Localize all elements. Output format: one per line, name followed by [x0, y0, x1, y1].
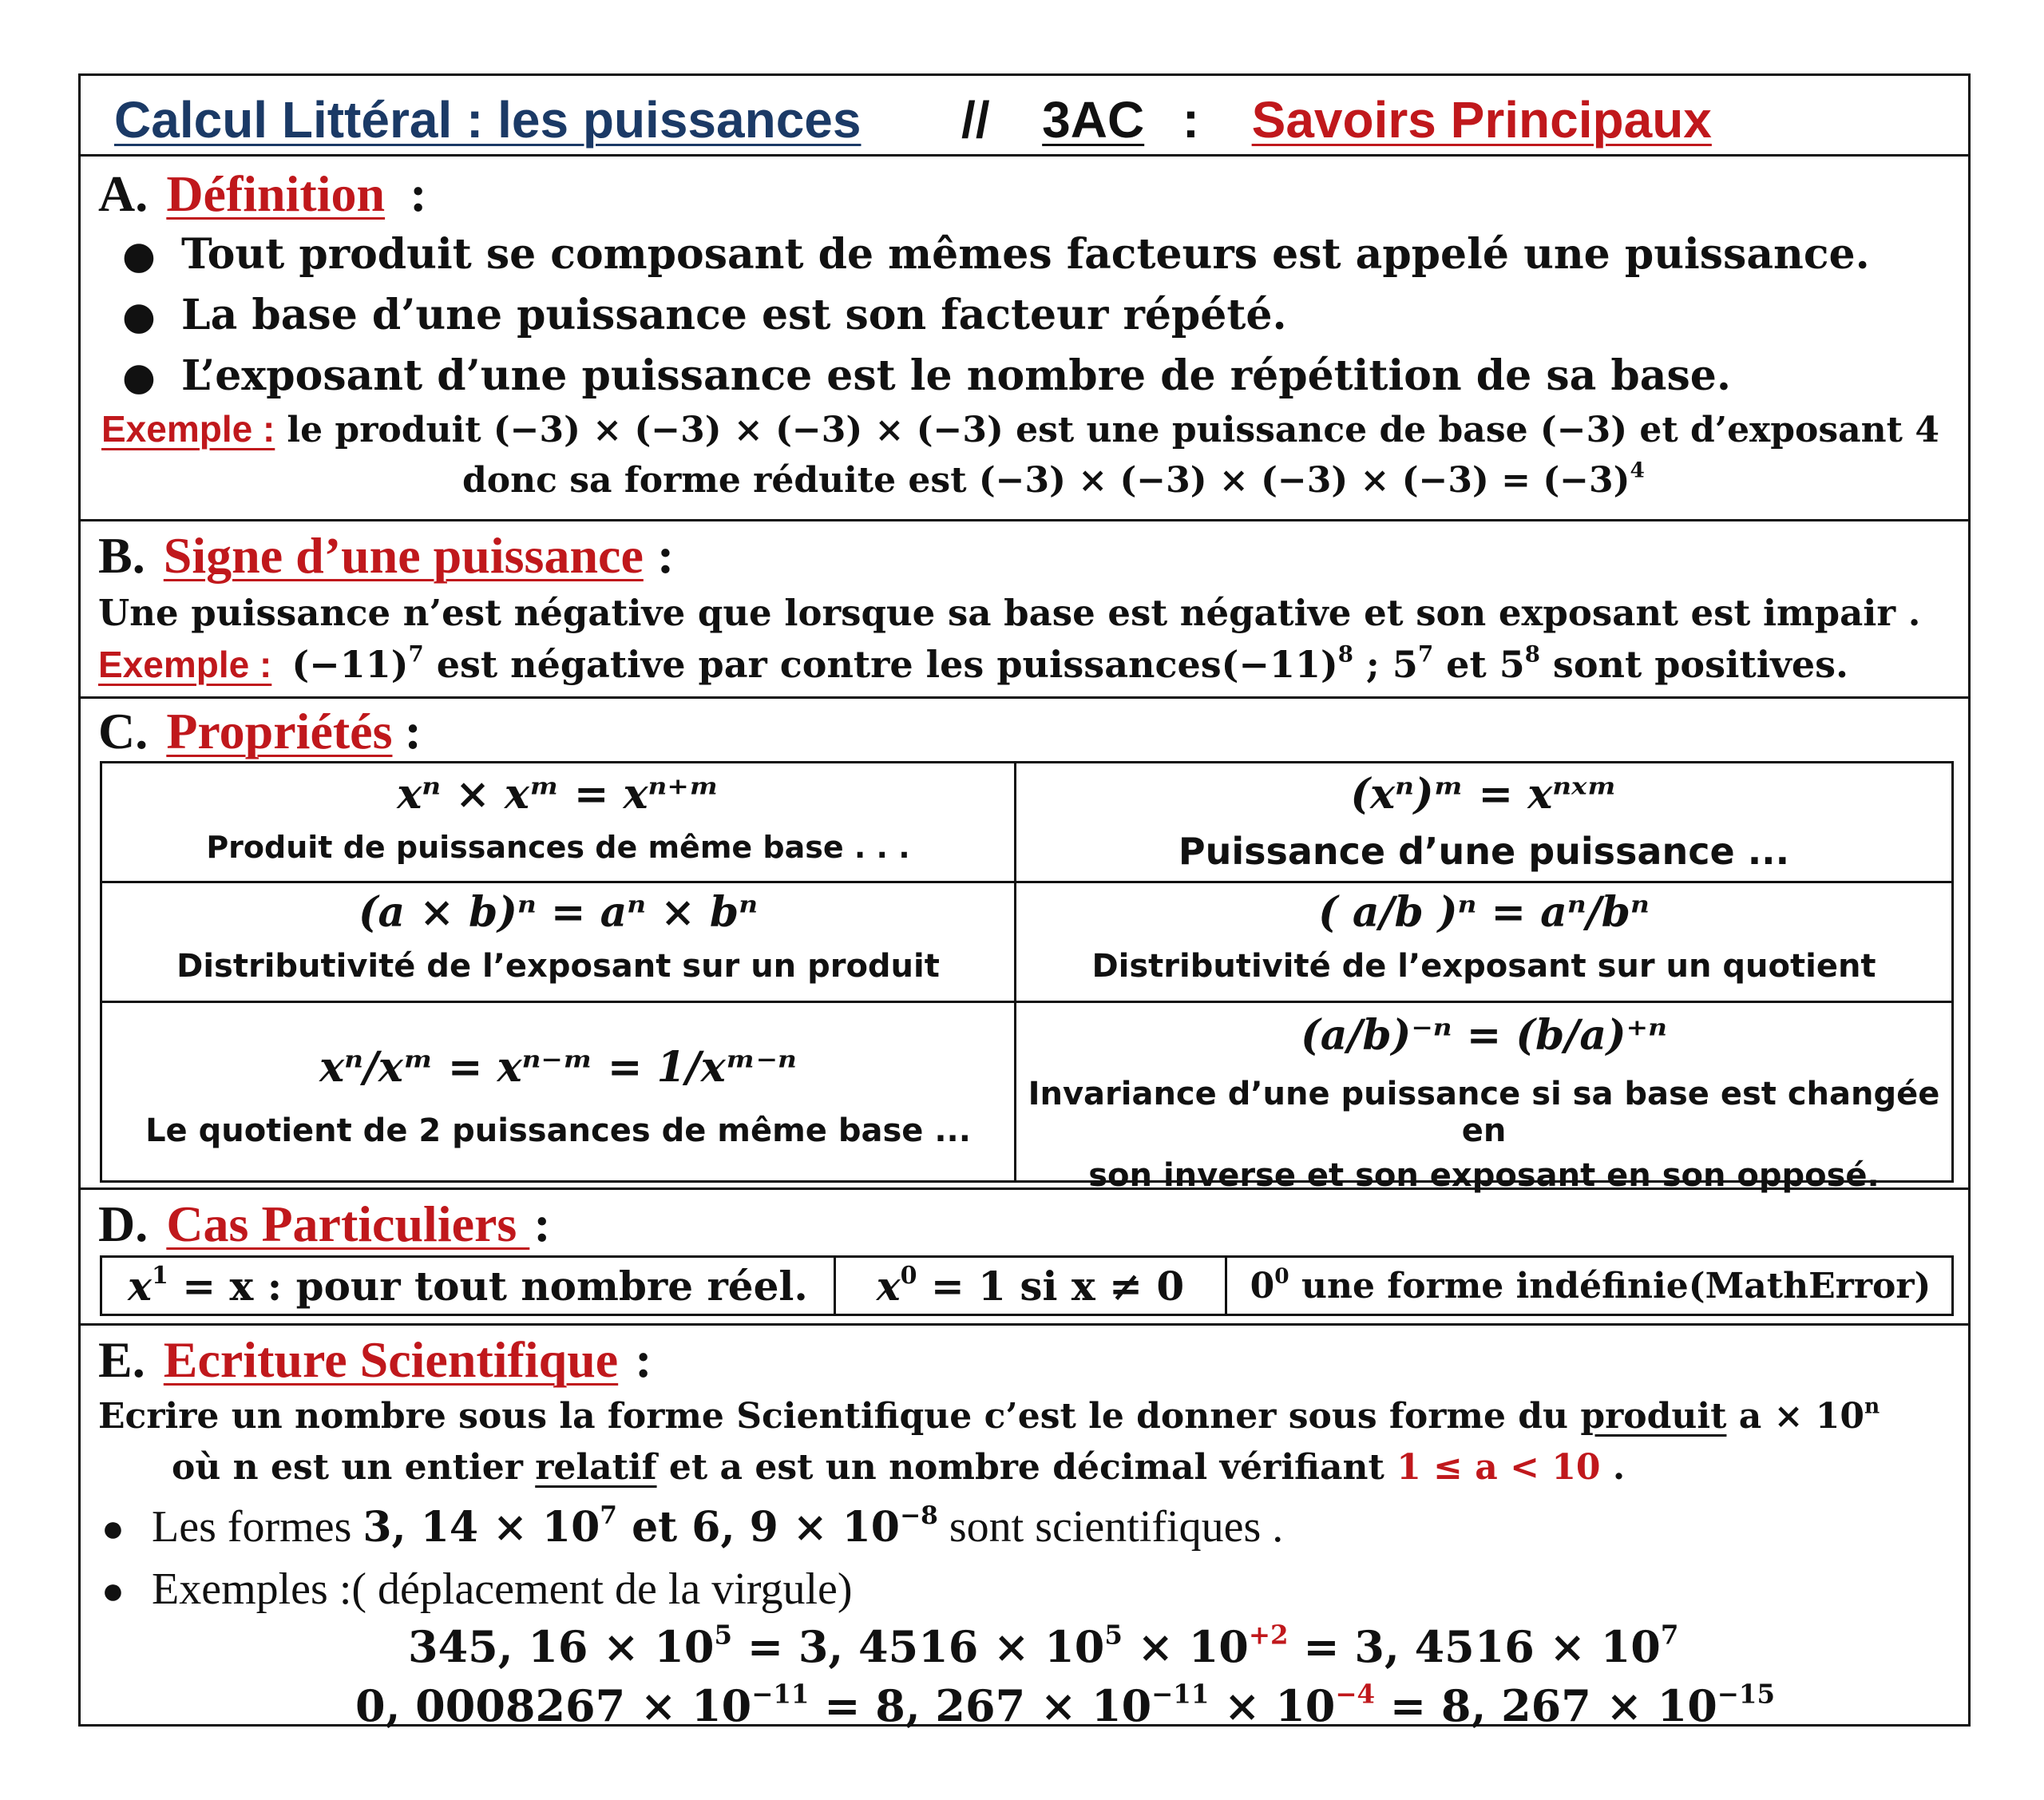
section-letter: D. — [98, 1195, 149, 1252]
header-separator: // — [961, 91, 990, 149]
bullet-icon: ● — [101, 1570, 125, 1612]
table-cell: $x^1 = x$ : pour tout nombre réel. — [128, 1262, 808, 1310]
section-title: Signe d’une puissance — [163, 527, 644, 584]
table-cell — [1016, 883, 1951, 1001]
section-colon: : — [404, 703, 422, 759]
section-special-cases — [81, 1187, 1968, 1323]
section-title: Ecriture Scientifique — [163, 1331, 619, 1388]
table-cell: $0^0$ une forme indéfinie(MathError) — [1250, 1263, 1931, 1306]
header-colon: : — [1182, 91, 1200, 149]
section-c-heading — [98, 702, 422, 761]
section-colon: : — [533, 1195, 551, 1252]
list-item: ● Les formes 3, $14 \times 10^7$ et 6, $9 \times 10^{-8}$ sont scientifiques . — [101, 1501, 1284, 1552]
property-formula: ( a/b )ⁿ = aⁿ/bⁿ — [1318, 888, 1650, 937]
example-equation: 0, $0008267 \times 10^{-11} = 8$, $267 \times 10^{-11} \times 10^{-4} = 8$, $267 \times 10^{-15}$ — [355, 1679, 1775, 1731]
special-cases-table — [100, 1255, 1954, 1316]
example-result: donc sa forme réduite est $(-3) \times (-3) \times (-3) \times (-3) = (-3)^4$ — [462, 458, 1645, 501]
section-sign — [81, 519, 1968, 696]
property-formula: xⁿ × xᵐ = xⁿ⁺ᵐ — [397, 770, 719, 819]
section-letter: E. — [98, 1331, 145, 1388]
table-cell — [102, 1003, 1014, 1183]
bullet-icon: ● — [122, 233, 156, 278]
list-item: ● L’exposant d’une puissance est le nombre de répétition de sa base. — [122, 351, 1731, 400]
property-description: Le quotient de 2 puissances de même base ... — [145, 1112, 971, 1149]
document-title: Calcul Littéral : les puissances — [114, 91, 862, 149]
property-formula: xⁿ/xᵐ = xⁿ⁻ᵐ = 1/xᵐ⁻ⁿ — [319, 1043, 797, 1092]
definition-line: Ecrire un nombre sous la forme Scientifique c’est le donner sous forme du produit $a \times 10^n$ — [98, 1394, 1880, 1437]
table-cell — [1016, 1003, 1951, 1194]
section-title: Propriétés — [166, 703, 393, 759]
document-frame — [78, 73, 1971, 1731]
section-colon: : — [410, 165, 427, 222]
bullet-icon: ● — [122, 355, 156, 399]
example-label: Exemple : — [98, 644, 272, 685]
section-d-heading — [98, 1195, 551, 1254]
section-e-heading — [98, 1330, 652, 1390]
definition-line: où n est un entier relatif et a est un nombre décimal vérifiant 1 ≤ a < 10 . — [172, 1447, 1626, 1488]
example-label: Exemple : — [101, 408, 275, 450]
level-label: 3AC — [1042, 91, 1145, 149]
property-description: Distributivité de l’exposant sur un produit — [176, 948, 940, 985]
bullet-icon: ● — [101, 1508, 125, 1550]
table-cell — [102, 883, 1014, 1001]
header — [114, 90, 1712, 149]
section-title: Cas Particuliers — [166, 1195, 530, 1252]
bullet-icon: ● — [122, 294, 156, 339]
section-letter: A. — [98, 165, 149, 222]
list-item: ● Tout produit se composant de mêmes facteurs est appelé une puissance. — [122, 230, 1870, 279]
section-b-heading — [98, 526, 674, 585]
section-title: Définition — [166, 165, 386, 222]
property-description: Invariance d’une puissance si sa base est changée en — [1028, 1076, 1940, 1149]
section-letter: B. — [98, 527, 145, 584]
example-line: Exemple : le produit (−3) × (−3) × (−3) × (−3) est une puissance de base (−3) et d’exposant 4 — [101, 408, 1939, 450]
section-a-heading — [98, 165, 427, 224]
table-cell — [1016, 763, 1951, 881]
section-colon: : — [656, 527, 675, 584]
list-item: ● Exemples :( déplacement de la virgule) — [101, 1564, 853, 1614]
section-properties — [81, 696, 1968, 1194]
section-letter: C. — [98, 703, 149, 759]
properties-table — [100, 761, 1954, 1194]
property-description: son inverse et son exposant en son opposé. — [1088, 1157, 1880, 1194]
section-scientific — [81, 1323, 1968, 1731]
table-cell — [102, 763, 1014, 881]
table-cell: $x^0 = 1$ si x ≠ 0 — [876, 1262, 1185, 1310]
property-formula: (a/b)⁻ⁿ = (b/a)⁺ⁿ — [1301, 1011, 1667, 1060]
sign-rule: Une puissance n’est négative que lorsque sa base est négative et son exposant est impair . — [98, 592, 1921, 634]
section-definition — [81, 154, 1968, 519]
list-item: ● La base d’une puissance est son facteur répété. — [122, 291, 1287, 339]
property-description: Puissance d’une puissance ... — [1178, 830, 1790, 873]
property-description: Distributivité de l’exposant sur un quotient — [1091, 948, 1876, 985]
property-description: Produit de puissances de même base . . . — [206, 830, 910, 865]
example-line: Exemple : $(-11)^7$ est négative par contre les $puissances(-11)^8$ ; $5^7$ et $5^8$ sont positives. — [98, 640, 1849, 686]
property-formula: (a × b)ⁿ = aⁿ × bⁿ — [358, 888, 759, 937]
example-equation: 345, $16 \times 10^5 = 3$, $4516 \times 10^5 \times 10^{+2} = 3$, $4516 \times 10^7$ — [408, 1620, 1679, 1672]
section-colon: : — [635, 1331, 652, 1388]
property-formula: (xⁿ)ᵐ = xⁿˣᵐ — [1350, 770, 1618, 819]
document-subtitle: Savoirs Principaux — [1251, 91, 1712, 149]
